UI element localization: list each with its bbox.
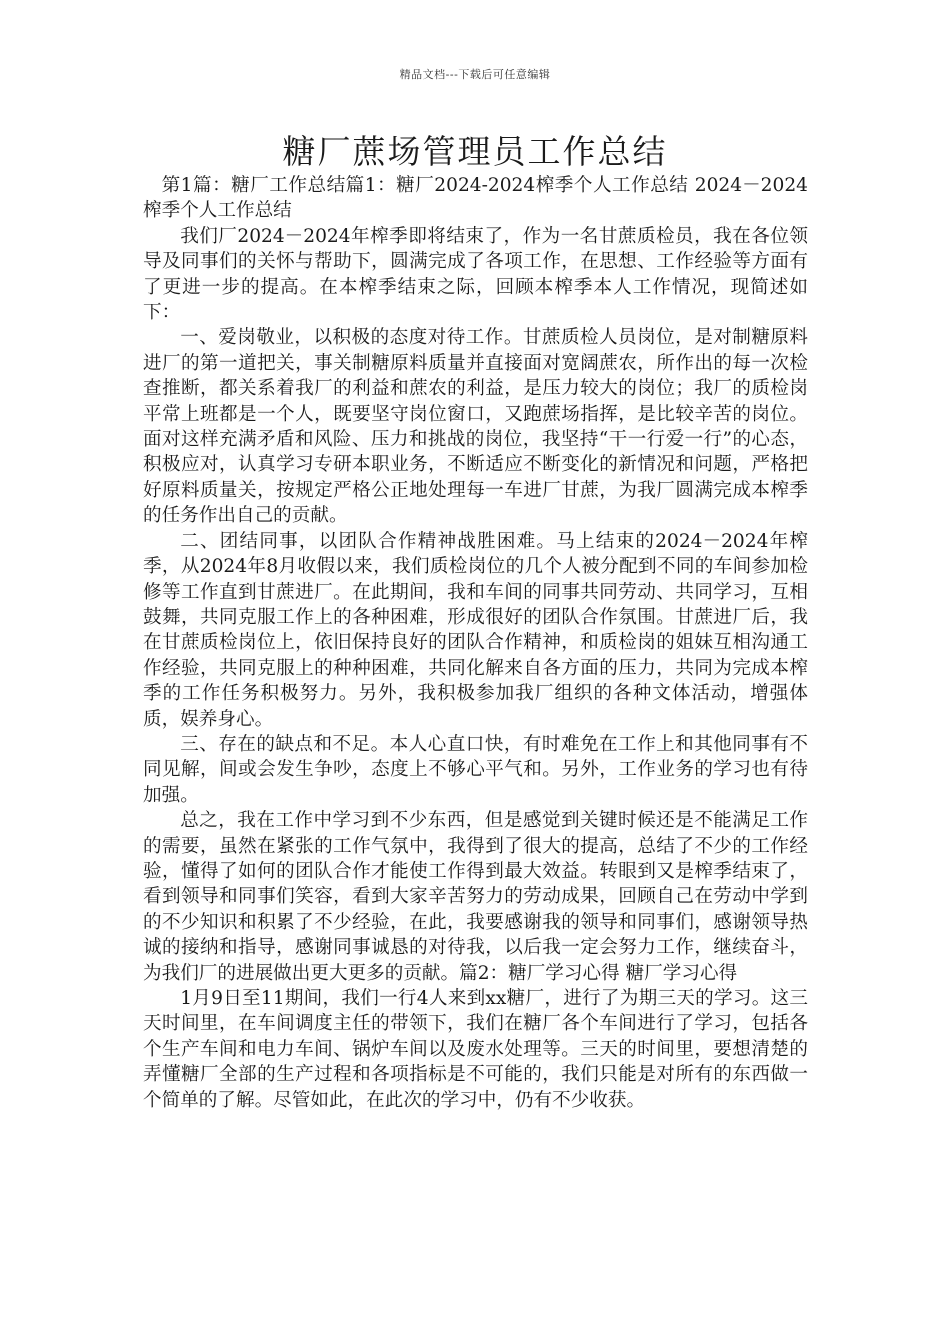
document-body [143,173,808,1113]
document-title: 糖厂蔗场管理员工作总结 [282,132,668,171]
paragraph-conclusion: 总之，我在工作中学习到不少东西，但是感觉到关键时候还是不能满足工作的需要，虽然在紧张的工作气氛中，我得到了很大的提高，总结了不少的工作经验，懂得了如何的团队合作才能使工作得到最大效益。转眼到又是榨季结束了，看到领导和同事们笑容，看到大家辛苦努力的劳动成果，回顾自己在劳动中学到的不少知识和积累了不少经验，在此，我要感谢我的领导和同事们，感谢领导热诚的接纳和指导，感谢同事诚恳的对待我，以后我一定会努力工作，继续奋斗，为我们厂的进展做出更大更多的贡献。篇2：糖厂学习心得 糖厂学习心得 [143,810,808,984]
paragraph-section-2: 二、团结同事，以团队合作精神战胜困难。马上结束的2024－2024年榨季，从2024年8月收假以来，我们质检岗位的几个人被分配到不同的车间参加检修等工作直到甘蔗进厂。在此期间，我和车间的同事共同劳动、共同学习，互相鼓舞，共同克服工作上的各种困难，形成很好的团队合作氛围。甘蔗进厂后，我在甘蔗质检岗位上，依旧保持良好的团队合作精神，和质检岗的姐妹互相沟通工作经验，共同克服上的种种困难，共同化解来自各方面的压力，共同为完成本榨季的工作任务积极努力。另外，我积极参加我厂组织的各种文体活动，增强体质，娱养身心。 [143,530,808,730]
paragraph-section-1: 一、爱岗敬业，以积极的态度对待工作。甘蔗质检人员岗位，是对制糖原料进厂的第一道把关，事关制糖原料质量并直接面对宽阔蔗农，所作出的每一次检查推断，都关系着我厂的利益和蔗农的利益，是压力较大的岗位；我厂的质检岗平常上班都是一个人，既要坚守岗位窗口，又跑蔗场指挥，是比较辛苦的岗位。面对这样充满矛盾和风险、压力和挑战的岗位，我坚持“干一行爱一行”的心态，积极应对，认真学习专研本职业务，不断适应不断变化的新情况和问题，严格把好原料质量关，按规定严格公正地处理每一车进厂甘蔗，为我厂圆满完成本榨季的任务作出自己的贡献。 [143,327,808,527]
header-note: 精品文档---下载后可任意编辑 [399,68,551,81]
paragraph-opening: 我们厂2024－2024年榨季即将结束了，作为一名甘蔗质检员，我在各位领导及同事们的关怀与帮助下，圆满完成了各项工作，在思想、工作经验等方面有了更进一步的提高。在本榨季结束之际，回顾本榨季本人工作情况，现简述如下： [143,225,808,324]
paragraph-section-3: 三、存在的缺点和不足。本人心直口快，有时难免在工作上和其他同事有不同见解，间或会发生争吵，态度上不够心平气和。另外，工作业务的学习也有待加强。 [143,733,808,806]
paragraph-intro: 第1篇：糖厂工作总结篇1：糖厂2024-2024榨季个人工作总结 2024－2024榨季个人工作总结 [143,175,808,222]
paragraph-study-notes: 1月9日至11期间，我们一行4人来到xx糖厂，进行了为期三天的学习。这三天时间里，在车间调度主任的带领下，我们在糖厂各个车间进行了学习，包括各个生产车间和电力车间、锅炉车间以及废水处理等。三天的时间里，要想清楚的弄懂糖厂全部的生产过程和各项指标是不可能的，我们只能是对所有的东西做一个简单的了解。尽管如此，在此次的学习中，仍有不少收获。 [143,988,808,1111]
